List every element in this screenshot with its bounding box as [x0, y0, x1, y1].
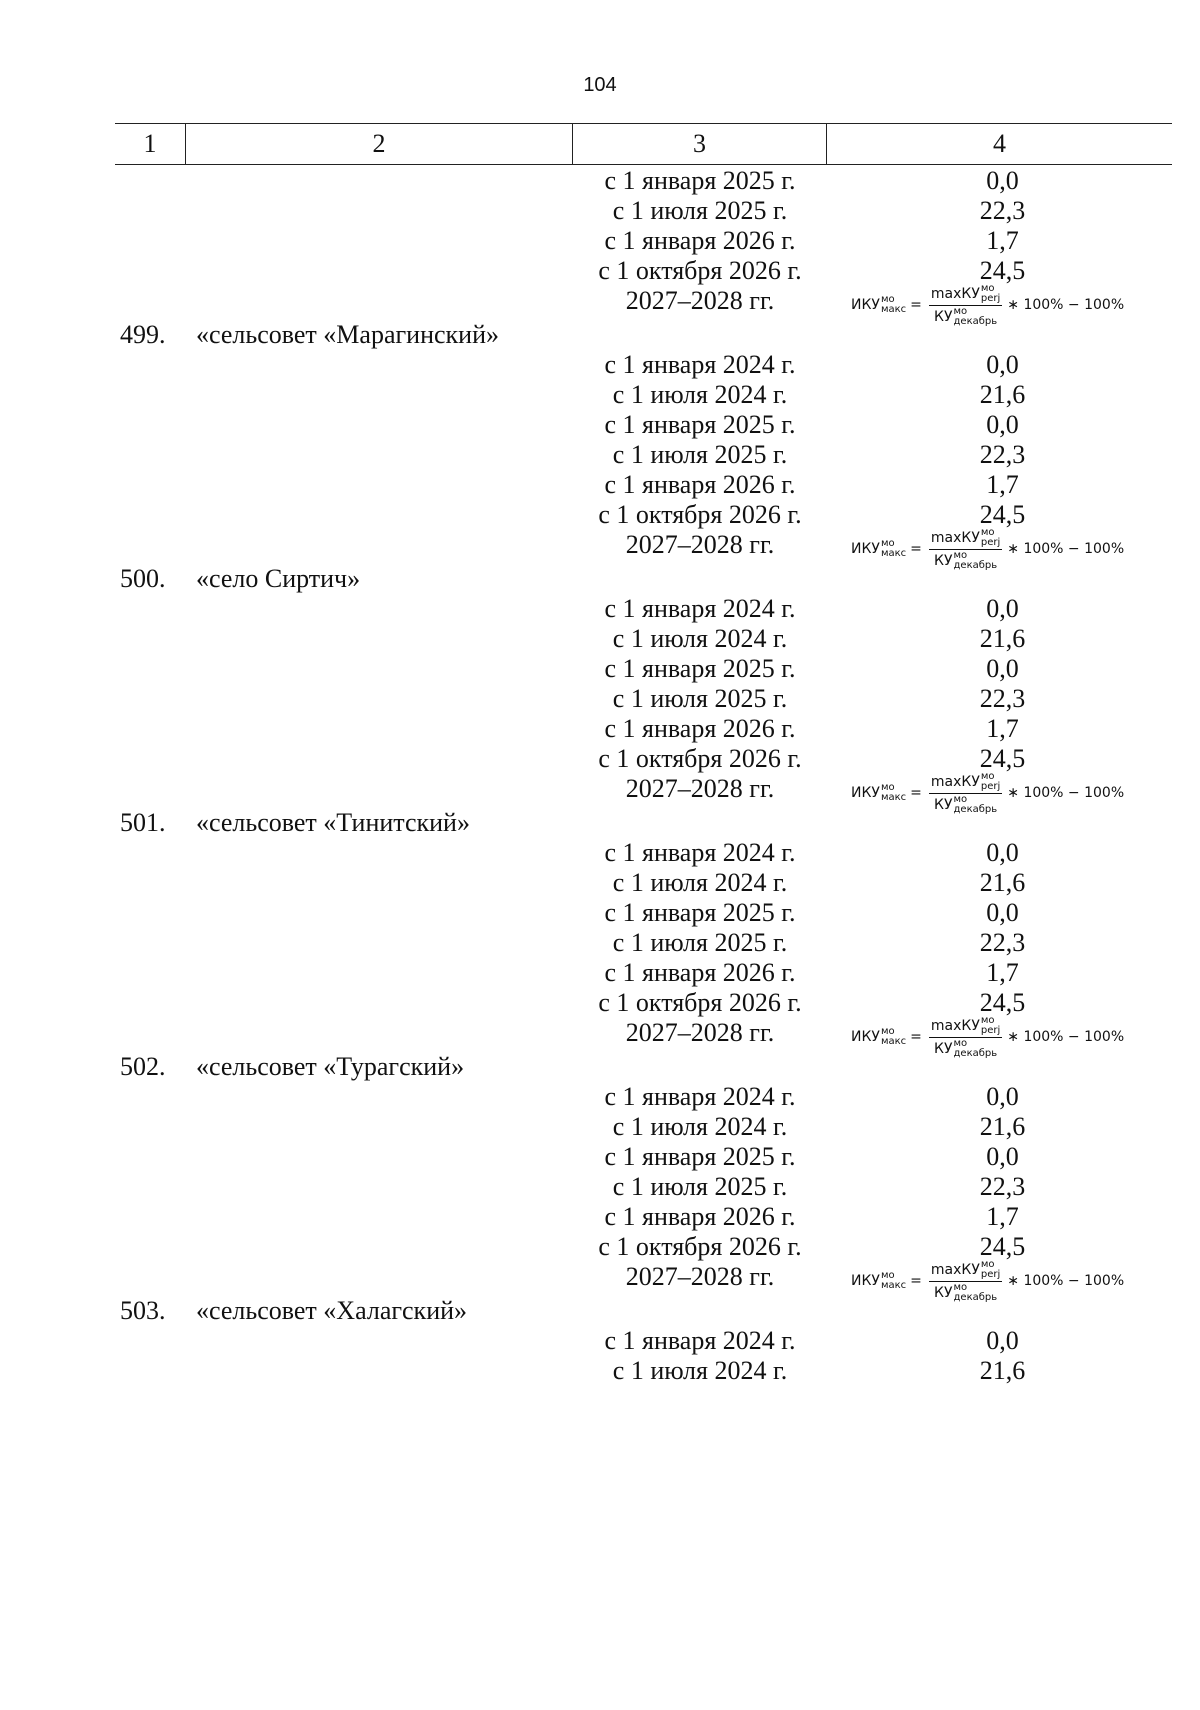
formula-lhs-sup: мо: [880, 782, 895, 793]
municipality-name: «сельсовет «Марагинский»: [196, 320, 499, 349]
formula-lhs-sup: мо: [880, 538, 895, 549]
formula-num-sup: мо: [980, 1258, 995, 1270]
formula-den-sub: декабрь: [953, 1291, 998, 1303]
period-cell: с 1 января 2024 г.: [604, 1082, 796, 1111]
period-cell: с 1 июля 2025 г.: [612, 196, 788, 225]
formula-num-sup: мо: [980, 1014, 995, 1026]
formula-fraction: [929, 1016, 1002, 1059]
page-number: 104: [583, 74, 617, 96]
formula-equals: =: [910, 785, 922, 801]
value-cell: 0,0: [986, 410, 1019, 439]
municipality-name: «село Сиртич»: [196, 564, 361, 593]
period-cell: с 1 января 2024 г.: [604, 1326, 796, 1355]
value-cell: 24,5: [979, 988, 1026, 1017]
formula-rhs: ∗ 100% − 100%: [1007, 785, 1125, 801]
formula-lhs-sub: макс: [880, 1036, 907, 1047]
period-cell: с 1 октября 2026 г.: [598, 500, 802, 529]
period-cell: 2027–2028 гг.: [625, 1262, 775, 1291]
formula-denominator: КУ: [934, 552, 953, 569]
period-cell: с 1 июля 2024 г.: [612, 1356, 788, 1385]
formula-den-sup: мо: [953, 549, 968, 561]
formula-rhs: ∗ 100% − 100%: [1007, 297, 1125, 313]
formula-lhs-sup: мо: [880, 1026, 895, 1037]
formula-num-sup: мо: [980, 770, 995, 782]
formula-lhs-sub: макс: [880, 548, 907, 559]
formula-num-sub: perj: [980, 1024, 1001, 1036]
formula-rhs: ∗ 100% − 100%: [1007, 1029, 1125, 1045]
formula-den-sup: мо: [953, 305, 968, 317]
period-cell: с 1 января 2024 г.: [604, 350, 796, 379]
formula-denominator: КУ: [934, 796, 953, 813]
formula-equals: =: [910, 297, 922, 313]
index-formula: [851, 522, 1124, 576]
formula-fraction: [929, 772, 1002, 815]
value-cell: 22,3: [979, 196, 1026, 225]
formula-num-sub: perj: [980, 536, 1001, 548]
period-cell: с 1 июля 2025 г.: [612, 1172, 788, 1201]
formula-numerator: maxКУ: [930, 529, 980, 546]
value-cell: 0,0: [986, 594, 1019, 623]
formula-equals: =: [910, 1029, 922, 1045]
period-cell: с 1 января 2025 г.: [604, 898, 796, 927]
period-cell: с 1 июля 2025 г.: [612, 440, 788, 469]
formula-lhs: ИКУ: [851, 785, 880, 801]
period-cell: с 1 июля 2025 г.: [612, 684, 788, 713]
formula-lhs-sup: мо: [880, 294, 895, 305]
value-cell: 1,7: [986, 714, 1019, 743]
formula-lhs: ИКУ: [851, 297, 880, 313]
value-cell: 1,7: [986, 226, 1019, 255]
formula-num-sub: perj: [980, 292, 1001, 304]
municipality-name: «сельсовет «Тинитский»: [196, 808, 470, 837]
period-cell: с 1 января 2026 г.: [604, 958, 796, 987]
formula-numerator: maxКУ: [930, 773, 980, 790]
period-cell: 2027–2028 гг.: [625, 286, 775, 315]
row-number: 500.: [120, 564, 166, 593]
period-cell: с 1 октября 2026 г.: [598, 1232, 802, 1261]
value-cell: 0,0: [986, 838, 1019, 867]
formula-numerator: maxКУ: [930, 1017, 980, 1034]
value-cell: 24,5: [979, 744, 1026, 773]
formula-rhs: ∗ 100% − 100%: [1007, 1273, 1125, 1289]
value-cell: 24,5: [979, 256, 1026, 285]
formula-numerator: maxКУ: [930, 1261, 980, 1278]
value-cell: 21,6: [979, 1112, 1026, 1141]
formula-den-sup: мо: [953, 1281, 968, 1293]
period-cell: с 1 января 2025 г.: [604, 166, 796, 195]
formula-num-sub: perj: [980, 1268, 1001, 1280]
column-header-2: 2: [372, 129, 386, 158]
value-cell: 0,0: [986, 166, 1019, 195]
value-cell: 21,6: [979, 868, 1026, 897]
value-cell: 21,6: [979, 624, 1026, 653]
period-cell: с 1 июля 2024 г.: [612, 1112, 788, 1141]
header-divider: [185, 124, 186, 164]
row-number: 502.: [120, 1052, 166, 1081]
formula-denominator: КУ: [934, 308, 953, 325]
index-formula: [851, 1010, 1124, 1064]
column-header-4: 4: [993, 129, 1006, 158]
value-cell: 0,0: [986, 898, 1019, 927]
formula-fraction: [929, 1260, 1002, 1303]
period-cell: 2027–2028 гг.: [625, 774, 775, 803]
formula-equals: =: [910, 541, 922, 557]
period-cell: 2027–2028 гг.: [625, 530, 775, 559]
value-cell: 22,3: [979, 684, 1026, 713]
index-formula: [851, 766, 1124, 820]
table-header-bottom-rule: [115, 164, 1172, 165]
value-cell: 22,3: [979, 1172, 1026, 1201]
value-cell: 0,0: [986, 654, 1019, 683]
value-cell: 1,7: [986, 470, 1019, 499]
formula-lhs-sub: макс: [880, 792, 907, 803]
index-formula: [851, 1254, 1124, 1308]
formula-num-sup: мо: [980, 526, 995, 538]
period-cell: с 1 января 2025 г.: [604, 654, 796, 683]
column-header-1: 1: [143, 129, 157, 158]
period-cell: с 1 января 2026 г.: [604, 226, 796, 255]
formula-den-sup: мо: [953, 1037, 968, 1049]
formula-denominator: КУ: [934, 1040, 953, 1057]
formula-lhs-sup: мо: [880, 1270, 895, 1281]
formula-num-sup: мо: [980, 282, 995, 294]
formula-den-sub: декабрь: [953, 559, 998, 571]
formula-den-sup: мо: [953, 793, 968, 805]
value-cell: 24,5: [979, 1232, 1026, 1261]
period-cell: с 1 января 2024 г.: [604, 838, 796, 867]
period-cell: с 1 января 2025 г.: [604, 410, 796, 439]
formula-equals: =: [910, 1273, 922, 1289]
row-number: 503.: [120, 1296, 166, 1325]
period-cell: с 1 января 2025 г.: [604, 1142, 796, 1171]
value-cell: 24,5: [979, 500, 1026, 529]
value-cell: 0,0: [986, 350, 1019, 379]
period-cell: с 1 июля 2025 г.: [612, 928, 788, 957]
value-cell: 21,6: [979, 380, 1026, 409]
period-cell: с 1 октября 2026 г.: [598, 256, 802, 285]
row-number: 499.: [120, 320, 166, 349]
period-cell: с 1 октября 2026 г.: [598, 988, 802, 1017]
period-cell: с 1 января 2026 г.: [604, 714, 796, 743]
formula-lhs: ИКУ: [851, 1029, 880, 1045]
period-cell: с 1 июля 2024 г.: [612, 380, 788, 409]
formula-lhs: ИКУ: [851, 541, 880, 557]
formula-num-sub: perj: [980, 780, 1001, 792]
index-formula: [851, 278, 1124, 332]
formula-numerator: maxКУ: [930, 285, 980, 302]
formula-lhs: ИКУ: [851, 1273, 880, 1289]
value-cell: 0,0: [986, 1082, 1019, 1111]
value-cell: 1,7: [986, 1202, 1019, 1231]
value-cell: 22,3: [979, 928, 1026, 957]
header-divider: [826, 124, 827, 164]
period-cell: с 1 января 2026 г.: [604, 1202, 796, 1231]
column-header-3: 3: [693, 129, 706, 158]
formula-fraction: [929, 528, 1002, 571]
formula-den-sub: декабрь: [953, 1047, 998, 1059]
value-cell: 22,3: [979, 440, 1026, 469]
value-cell: 1,7: [986, 958, 1019, 987]
formula-lhs-sub: макс: [880, 304, 907, 315]
formula-den-sub: декабрь: [953, 803, 998, 815]
formula-denominator: КУ: [934, 1284, 953, 1301]
formula-lhs-sub: макс: [880, 1280, 907, 1291]
row-number: 501.: [120, 808, 166, 837]
municipality-name: «сельсовет «Турагский»: [196, 1052, 465, 1081]
municipality-name: «сельсовет «Халагский»: [196, 1296, 468, 1325]
period-cell: с 1 июля 2024 г.: [612, 624, 788, 653]
period-cell: с 1 января 2024 г.: [604, 594, 796, 623]
period-cell: с 1 января 2026 г.: [604, 470, 796, 499]
period-cell: 2027–2028 гг.: [625, 1018, 775, 1047]
value-cell: 0,0: [986, 1326, 1019, 1355]
formula-rhs: ∗ 100% − 100%: [1007, 541, 1125, 557]
formula-den-sub: декабрь: [953, 315, 998, 327]
period-cell: с 1 июля 2024 г.: [612, 868, 788, 897]
value-cell: 21,6: [979, 1356, 1026, 1385]
value-cell: 0,0: [986, 1142, 1019, 1171]
period-cell: с 1 октября 2026 г.: [598, 744, 802, 773]
header-divider: [572, 124, 573, 164]
formula-fraction: [929, 284, 1002, 327]
